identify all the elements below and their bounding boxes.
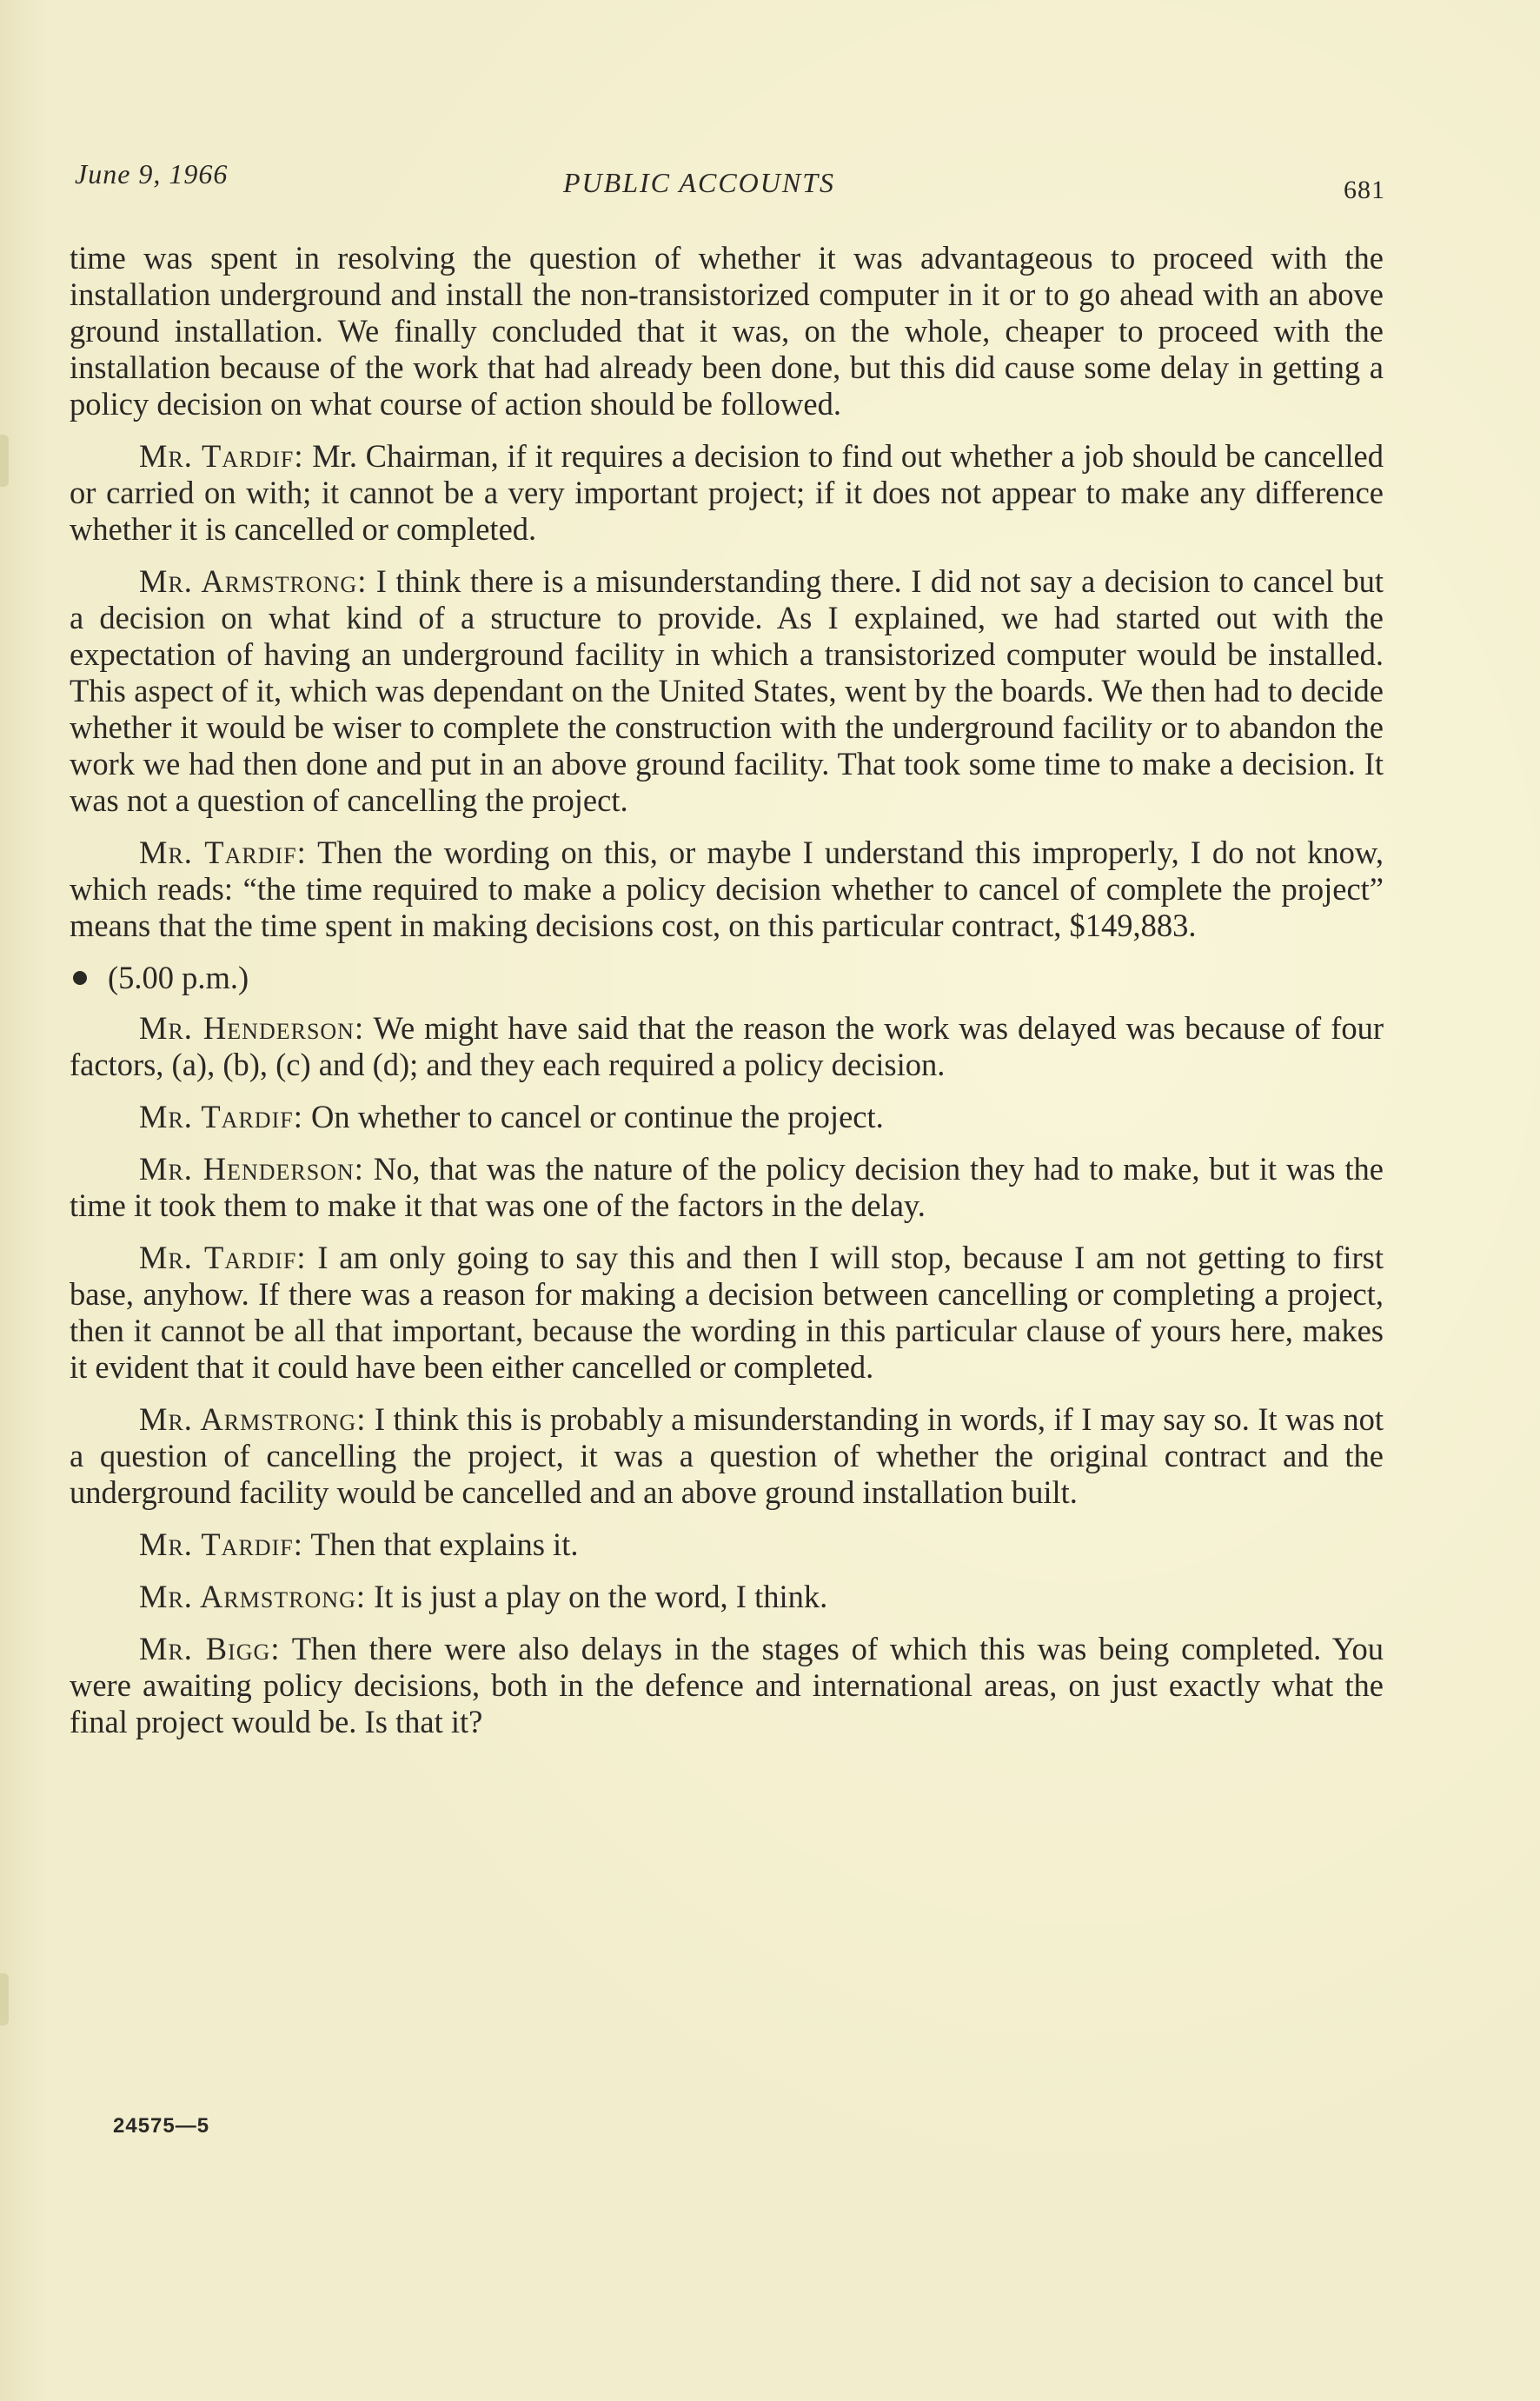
paragraph [70,835,1384,944]
time-marker [70,960,1384,996]
paragraph-text: Then the wording on this, or maybe I understand this improperly, I do not know, which reads: “the time required to make a policy decision whether to cancel of complete the project” means that the time spent in making decisions cost, on this particular contract, $149,883. [70,835,1384,943]
paragraph [70,1010,1384,1083]
speaker-name: Mr. Armstrong: [139,563,368,599]
speaker-name: Mr. Armstrong: [139,1401,367,1437]
paragraph-text: Then that explains it. [310,1526,579,1562]
speaker-name: Mr. Henderson: [139,1151,364,1187]
paragraph [70,1151,1384,1224]
paragraph-text: I think this is probably a misunderstanding in words, if I may say so. It was not a question of cancelling the project, it was a question of whether the original contract and the underground facility would be cancelled and an above ground installation built. [70,1401,1384,1510]
header-date: June 9, 1966 [75,158,229,190]
speaker-name: Mr. Tardif: [139,1240,307,1275]
paragraph [70,1579,1384,1615]
paragraph-text: I am only going to say this and then I will stop, because I am not getting to first base, anyhow. If there was a reason for making a decision between cancelling or completing a project, then it cannot be all that important, because the wording in this particular clause of yours here, makes it evident that it could have been either cancelled or completed. [70,1240,1384,1385]
paragraph-text: No, that was the nature of the policy decision they had to make, but it was the time it took them to make it that was one of the factors in the delay. [70,1151,1384,1223]
speaker-name: Mr. Henderson: [139,1010,365,1046]
time-marker-text: (5.00 p.m.) [108,960,249,995]
signature-code: 24575—5 [113,2114,210,2138]
paragraph [70,1240,1384,1386]
paragraph-text: We might have said that the reason the work was delayed was because of four factors, (a), (b), (c) and (d); and they each required a policy decision. [70,1010,1384,1082]
paragraph-text: I think there is a misunderstanding there. I did not say a decision to cancel but a decision on what kind of a structure to provide. As I explained, we had started out with the expectation of having an underground facility in which a transistorized computer would be installed. This aspect of it, which was dependant on the United States, went by the boards. We then had to decide whether it would be wiser to complete the construction with the underground facility or to abandon the work we had then done and put in an above ground facility. That took some time to make a decision. It was not a question of cancelling the project. [70,563,1384,818]
paragraph [70,1526,1384,1563]
page-header [75,158,1385,210]
paragraph [70,438,1384,548]
bullet-icon [73,971,87,985]
header-title: PUBLIC ACCOUNTS [563,167,836,198]
speaker-name: Mr. Armstrong: [139,1579,367,1614]
paragraph-text: It is just a play on the word, I think. [374,1579,828,1614]
speaker-name: Mr. Tardif: [139,438,304,474]
page-number: 681 [1344,176,1385,204]
paragraph-text: Mr. Chairman, if it requires a decision to find out whether a job should be cancelled or carried on with; it cannot be a very important project; if it does not appear to make any difference whether it is cancelled or completed. [70,438,1384,547]
speaker-name: Mr. Tardif: [139,1099,303,1134]
speaker-name: Mr. Bigg: [139,1631,281,1666]
paragraph-continued [70,240,1384,422]
page-edge-mark [0,435,9,487]
paragraph [70,1401,1384,1511]
paragraph-text: Then there were also delays in the stages of which this was being completed. You were awaiting policy decisions, both in the defence and international areas, on just exactly what the final project would be. Is that it? [70,1631,1384,1739]
page-edge-mark [0,1973,9,2025]
paragraph [70,563,1384,819]
paragraph-text: On whether to cancel or continue the project. [310,1099,884,1134]
paragraph [70,1099,1384,1135]
paragraph [70,1631,1384,1740]
paragraph-text: time was spent in resolving the question of whether it was advantageous to proceed with the installation underground and install the non-transistorized computer in it or to go ahead with an above ground installation. We finally concluded that it was, on the whole, cheaper to proceed with the installation because of the work that had already been done, but this did cause some delay in getting a policy decision on what course of action should be followed. [70,240,1384,422]
speaker-name: Mr. Tardif: [139,1526,303,1562]
document-body [70,240,1384,1756]
speaker-name: Mr. Tardif: [139,835,307,870]
